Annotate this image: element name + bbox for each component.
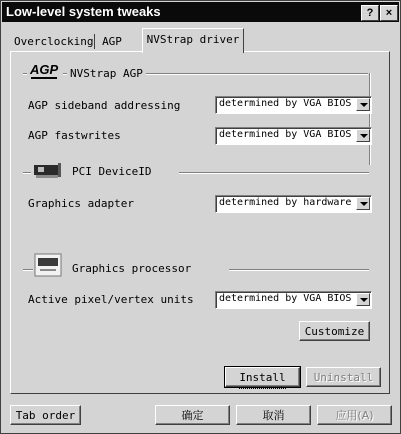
- window-title: Low-level system tweaks: [6, 4, 161, 19]
- ok-label: 确定: [181, 409, 204, 422]
- title-bar: [2, 2, 399, 22]
- install-button[interactable]: [225, 367, 300, 387]
- dropdown-arrow-icon[interactable]: [356, 293, 370, 306]
- active-units-select[interactable]: [215, 291, 372, 309]
- pci-group-line-right: [179, 172, 369, 174]
- help-button[interactable]: [361, 5, 379, 21]
- active-units-value: determined by VGA BIOS: [219, 293, 352, 304]
- close-icon: ×: [385, 7, 393, 19]
- agp-fastwrites-label: AGP fastwrites: [28, 129, 121, 142]
- dropdown-arrow-icon[interactable]: [356, 129, 370, 142]
- agp-fastwrites-select[interactable]: [215, 127, 372, 145]
- active-units-label: Active pixel/vertex units: [28, 293, 194, 306]
- agp-logo-icon: [27, 61, 63, 83]
- pci-group-line-left: [23, 172, 31, 174]
- cancel-button[interactable]: [236, 405, 311, 425]
- graphics-adapter-value: determined by hardware: [219, 197, 352, 208]
- apply-label: 应用(A): [335, 409, 374, 422]
- customize-label: Customize: [304, 325, 365, 338]
- cancel-label: 取消: [262, 409, 285, 422]
- help-icon: ?: [366, 7, 374, 19]
- install-label: Install: [239, 368, 285, 389]
- tab-overclocking[interactable]: Overclocking: [14, 35, 94, 48]
- agp-fastwrites-value: determined by VGA BIOS: [219, 129, 352, 140]
- gpu-group-line-right: [229, 269, 369, 271]
- gpu-group-line-left: [23, 269, 33, 271]
- tab-order-label: Tab order: [15, 409, 76, 422]
- nvidia-chip-icon: [34, 253, 62, 277]
- dropdown-arrow-icon[interactable]: [356, 197, 370, 210]
- ok-button[interactable]: [155, 405, 230, 425]
- pci-card-icon: [32, 161, 64, 181]
- pci-group-title: PCI DeviceID: [69, 165, 154, 178]
- agp-logo-text: AGP: [30, 62, 59, 77]
- tab-order-button[interactable]: [10, 405, 81, 425]
- tab-nvstrap-driver[interactable]: [142, 28, 244, 53]
- close-button[interactable]: [380, 5, 398, 21]
- agp-sideband-select[interactable]: [215, 96, 372, 114]
- agp-sideband-value: determined by VGA BIOS: [219, 98, 352, 109]
- agp-group-title: NVStrap AGP: [67, 67, 146, 80]
- graphics-adapter-select[interactable]: [215, 195, 372, 213]
- uninstall-button[interactable]: [306, 367, 381, 387]
- tab-agp[interactable]: AGP: [102, 35, 122, 48]
- apply-button[interactable]: [317, 405, 392, 425]
- agp-sideband-label: AGP sideband addressing: [28, 99, 181, 112]
- graphics-adapter-label: Graphics adapter: [28, 197, 134, 210]
- tab-nvstrap-label: NVStrap driver: [146, 33, 240, 46]
- customize-button[interactable]: [299, 321, 370, 341]
- tab-separator: [94, 34, 95, 49]
- dropdown-arrow-icon[interactable]: [356, 98, 370, 111]
- group-right-border: [369, 73, 371, 165]
- gpu-group-title: Graphics processor: [69, 262, 194, 275]
- uninstall-label: Uninstall: [313, 371, 374, 384]
